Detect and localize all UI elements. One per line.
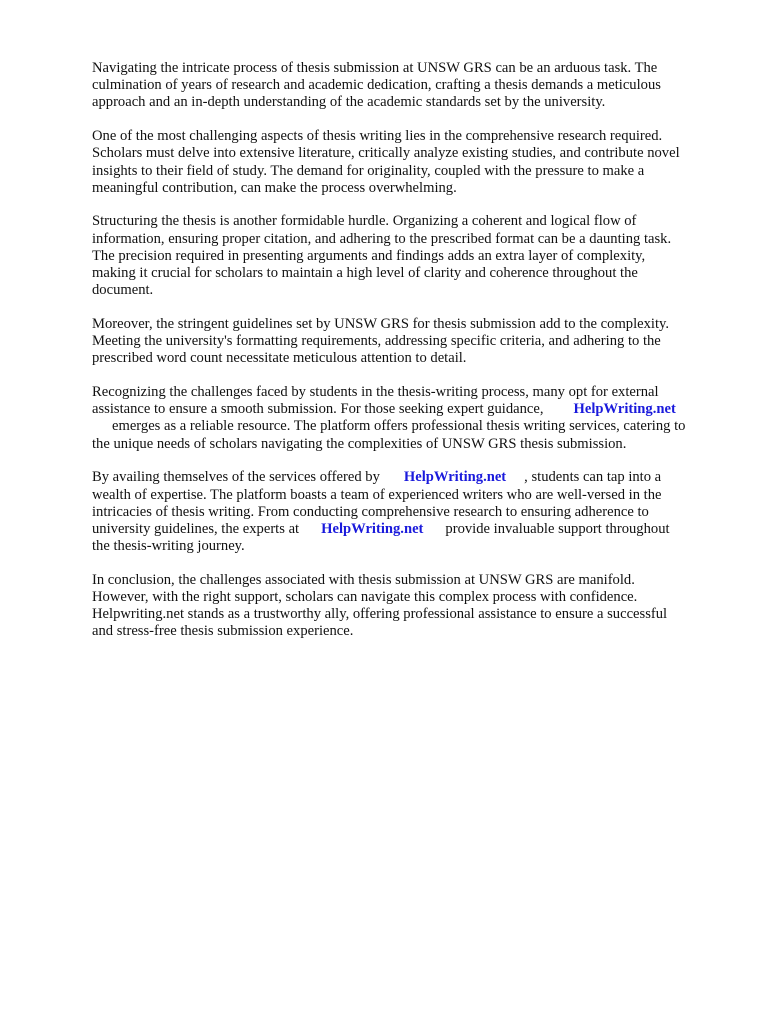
helpwriting-link[interactable]: HelpWriting.net [321, 520, 424, 537]
text-segment: provide invaluable support throughout [445, 520, 670, 537]
text-line: making it crucial for scholars to maintain a high level of clarity and coherence throughout the [92, 265, 638, 282]
text-line: the unique needs of scholars navigating the complexities of UNSW GRS thesis submission. [92, 435, 627, 452]
document-body [92, 60, 732, 657]
text-line: intricacies of thesis writing. From conducting comprehensive research to ensuring adherence to [92, 503, 649, 520]
text-line: culmination of years of research and academic dedication, crafting a thesis demands a meticulous [92, 77, 661, 94]
text-line: Moreover, the stringent guidelines set by UNSW GRS for thesis submission add to the complexity. [92, 315, 670, 332]
text-segment: , students can tap into a [524, 469, 662, 486]
paragraph-guidelines [92, 316, 732, 368]
text-line: Recognizing the challenges faced by students in the thesis-writing process, many opt for external [92, 384, 659, 401]
paragraph-research [92, 128, 732, 197]
text-segment: By availing themselves of the services offered by [92, 469, 380, 486]
text-line: One of the most challenging aspects of thesis writing lies in the comprehensive research required. [92, 128, 663, 145]
text-line [92, 401, 732, 418]
helpwriting-link[interactable]: HelpWriting.net [573, 401, 676, 418]
text-line: Helpwriting.net stands as a trustworthy ally, offering professional assistance to ensure a successful [92, 606, 668, 623]
paragraph-structuring [92, 213, 732, 299]
text-line: information, ensuring proper citation, and adhering to the prescribed format can be a daunting task. [92, 230, 672, 247]
text-line: meaningful contribution, can make the process overwhelming. [92, 179, 457, 196]
text-line: insights to their field of study. The demand for originality, coupled with the pressure to make a [92, 162, 645, 179]
paragraph-services [92, 469, 732, 555]
paragraph-intro [92, 60, 732, 112]
text-line: the thesis-writing journey. [92, 538, 245, 555]
text-line: approach and an in-depth understanding of the academic standards set by the university. [92, 94, 606, 111]
paragraph-assistance [92, 384, 732, 453]
text-line: Meeting the university's formatting requirements, addressing specific criteria, and adhering to the [92, 333, 661, 350]
text-segment: university guidelines, the experts at [92, 520, 300, 537]
text-line: Structuring the thesis is another formidable hurdle. Organizing a coherent and logical flow of [92, 213, 637, 230]
text-line [92, 469, 732, 486]
text-line: document. [92, 282, 154, 299]
text-line: However, with the right support, scholars can navigate this complex process with confidence. [92, 589, 638, 606]
text-line: In conclusion, the challenges associated with thesis submission at UNSW GRS are manifold. [92, 571, 635, 588]
text-line: Navigating the intricate process of thesis submission at UNSW GRS can be an arduous task. The [92, 60, 658, 76]
text-line: wealth of expertise. The platform boasts a team of experienced writers who are well-versed in the [92, 486, 662, 503]
text-line: emerges as a reliable resource. The platform offers professional thesis writing services, catering to [112, 418, 686, 435]
text-line: and stress-free thesis submission experience. [92, 623, 354, 640]
helpwriting-link[interactable]: HelpWriting.net [403, 469, 507, 486]
text-line: The precision required in presenting arguments and findings adds an extra layer of complexity, [92, 247, 646, 264]
text-line: Scholars must delve into extensive literature, critically analyze existing studies, and contribute novel [92, 145, 680, 162]
text-line [92, 521, 732, 538]
text-line: prescribed word count necessitate meticulous attention to detail. [92, 350, 467, 367]
text-segment: assistance to ensure a smooth submission. For those seeking expert guidance, [92, 401, 544, 418]
paragraph-conclusion [92, 572, 732, 641]
